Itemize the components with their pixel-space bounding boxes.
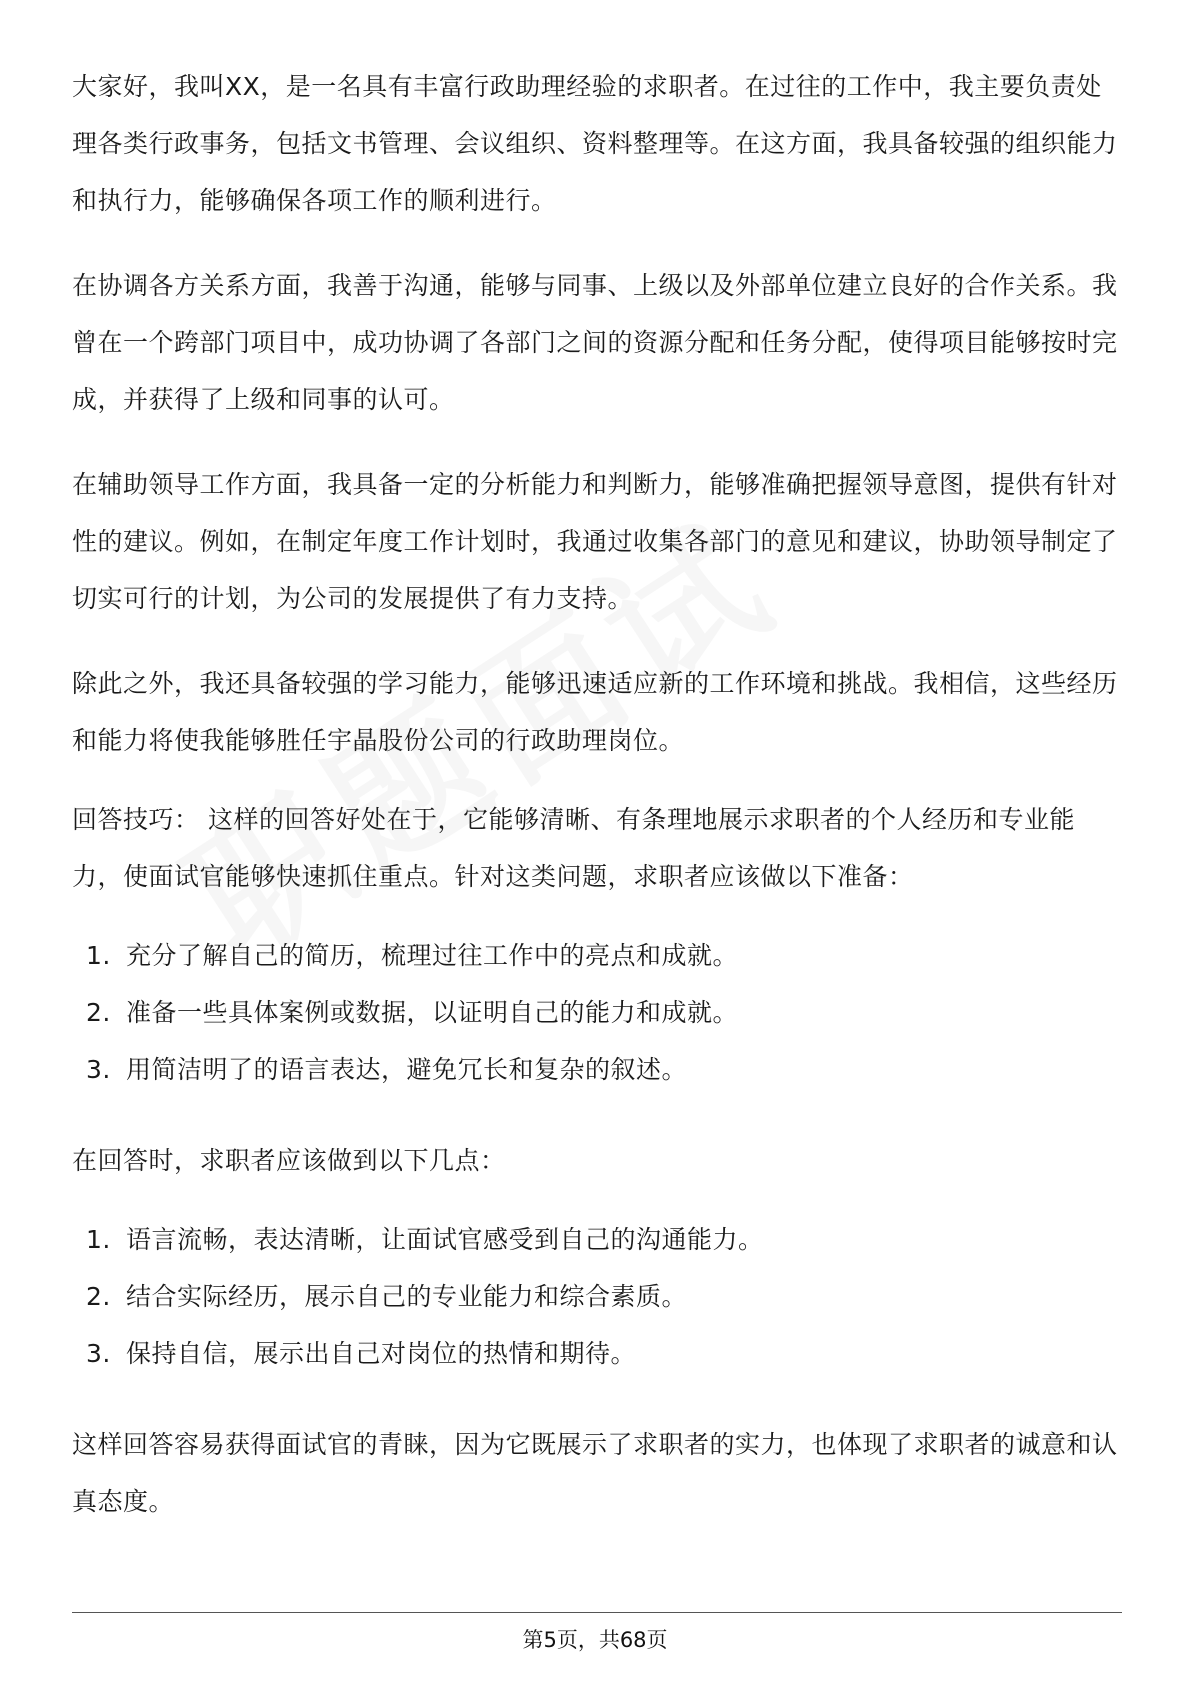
paragraph-answer-intro: 在回答时，求职者应该做到以下几点： [72,1146,506,1175]
list-number: 2. [86,998,111,1027]
list-item [72,1325,1122,1382]
list-number: 1. [86,1225,111,1254]
paragraph-answer-tips: 回答技巧： 这样的回答好处在于，它能够清晰、有条理地展示求职者的个人经历和专业能力，使面试官能够快速抓住重点。针对这类问题，求职者应该做以下准备： [72,805,1075,891]
list-item [72,1211,1122,1268]
paragraph-intro: 大家好，我叫XX，是一名具有丰富行政助理经验的求职者。在过往的工作中，我主要负责处理各类行政事务，包括文书管理、会议组织、资料整理等。在这方面，我具备较强的组织能力和执行力，能够确保各项工作的顺利进行。 [72,72,1118,215]
list-text: 保持自信，展示出自己对岗位的热情和期待。 [126,1339,637,1368]
list-text: 结合实际经历，展示自己的专业能力和综合素质。 [126,1282,688,1311]
list-number: 3. [86,1055,111,1084]
paragraph-learning: 除此之外，我还具备较强的学习能力，能够迅速适应新的工作环境和挑战。我相信，这些经历和能力将使我能够胜任宇晶股份公司的行政助理岗位。 [72,669,1118,755]
list-number: 1. [86,941,111,970]
prep-list [72,927,1122,1098]
list-number: 3. [86,1339,111,1368]
list-number: 2. [86,1282,111,1311]
list-item [72,984,1122,1041]
list-text: 准备一些具体案例或数据，以证明自己的能力和成就。 [126,998,739,1027]
page-number: 第5页，共68页 [522,1628,668,1652]
paragraph-coordination: 在协调各方关系方面，我善于沟通，能够与同事、上级以及外部单位建立良好的合作关系。我曾在一个跨部门项目中，成功协调了各部门之间的资源分配和任务分配，使得项目能够按时完成，并获得了上级和同事的认可。 [72,271,1118,414]
footer-divider [72,1612,1122,1613]
list-text: 充分了解自己的简历，梳理过往工作中的亮点和成就。 [126,941,739,970]
paragraph-closing: 这样回答容易获得面试官的青睐，因为它既展示了求职者的实力，也体现了求职者的诚意和认真态度。 [72,1430,1118,1516]
list-item [72,1268,1122,1325]
answer-list [72,1211,1122,1382]
page-content [72,58,1122,1558]
list-text: 用简洁明了的语言表达，避免冗长和复杂的叙述。 [126,1055,688,1084]
list-item [72,1041,1122,1098]
list-text: 语言流畅，表达清晰，让面试官感受到自己的沟通能力。 [126,1225,764,1254]
list-item [72,927,1122,984]
paragraph-assist-leader: 在辅助领导工作方面，我具备一定的分析能力和判断力，能够准确把握领导意图，提供有针对性的建议。例如，在制定年度工作计划时，我通过收集各部门的意见和建议，协助领导制定了切实可行的计划，为公司的发展提供了有力支持。 [72,470,1118,613]
